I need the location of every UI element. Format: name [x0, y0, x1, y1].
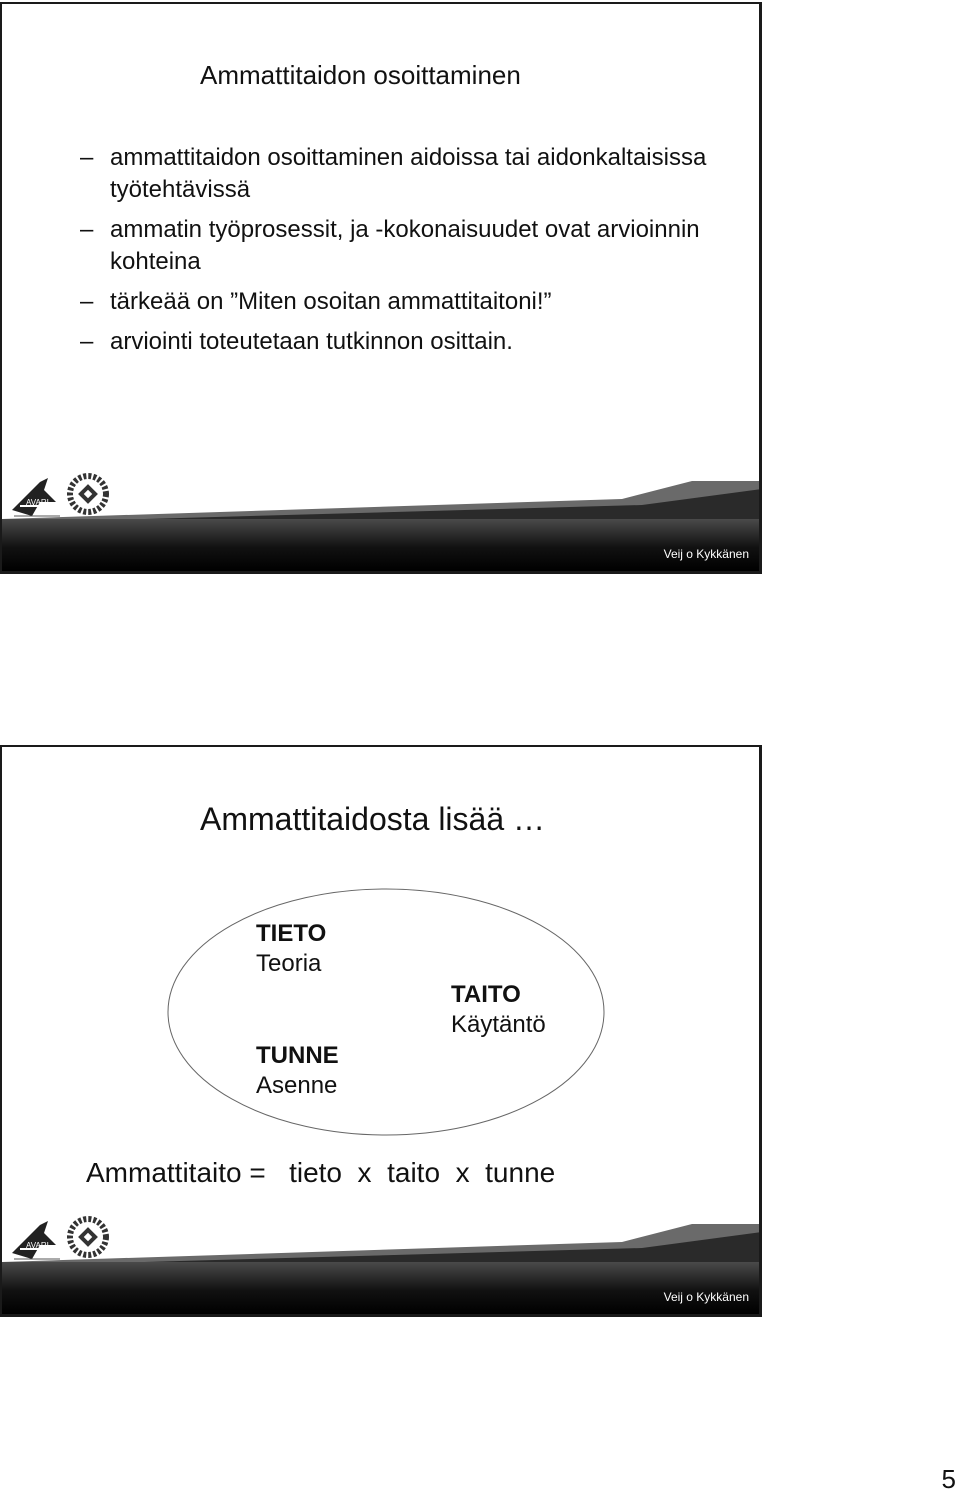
footer-band [2, 1262, 759, 1314]
footer-band [2, 519, 759, 571]
bullet-text: ammatin työprosessit, ja -kokonaisuudet ovat arvioinnin kohteina [110, 216, 700, 275]
bullet-item [80, 286, 730, 318]
bullet-item [80, 326, 730, 358]
term-tunne [256, 1041, 339, 1101]
term-sub: Teoria [256, 950, 322, 977]
slide-title: Ammattitaidon osoittaminen [200, 60, 521, 90]
term-head: TIETO [256, 920, 327, 947]
slide-title: Ammattitaidosta lisää … [200, 801, 546, 837]
bullet-item [80, 214, 730, 278]
competence-ellipse [166, 887, 606, 1137]
dash-icon: – [80, 144, 94, 171]
logo-text: AVARI [26, 498, 49, 507]
term-sub: Asenne [256, 1072, 338, 1099]
term-sub: Käytäntö [451, 1011, 546, 1038]
bullet-text: arviointi toteutetaan tutkinnon osittain. [110, 328, 513, 355]
term-taito [451, 980, 546, 1040]
dash-icon: – [80, 288, 94, 315]
dash-icon: – [80, 216, 94, 243]
bullet-text: ammattitaidon osoittaminen aidoissa tai aidonkaltaisissa työtehtävissä [110, 144, 707, 203]
presenter-name: Veij o Kykkänen [663, 1290, 749, 1304]
logo-text: AVARI [26, 1241, 49, 1250]
slide-1 [0, 2, 762, 574]
formula: Ammattitaito = tieto x taito x tunne [86, 1157, 556, 1188]
presenter-name: Veij o Kykkänen [663, 547, 749, 561]
term-head: TAITO [451, 981, 521, 1008]
dash-icon: – [80, 328, 94, 355]
term-head: TUNNE [256, 1042, 339, 1069]
term-tieto [256, 919, 326, 979]
slide-2 [0, 745, 762, 1317]
bullet-list [80, 142, 730, 366]
bullet-item [80, 142, 730, 206]
page-number: 5 [941, 1464, 956, 1494]
bullet-text: tärkeää on ”Miten osoitan ammattitaitoni!” [110, 288, 552, 315]
